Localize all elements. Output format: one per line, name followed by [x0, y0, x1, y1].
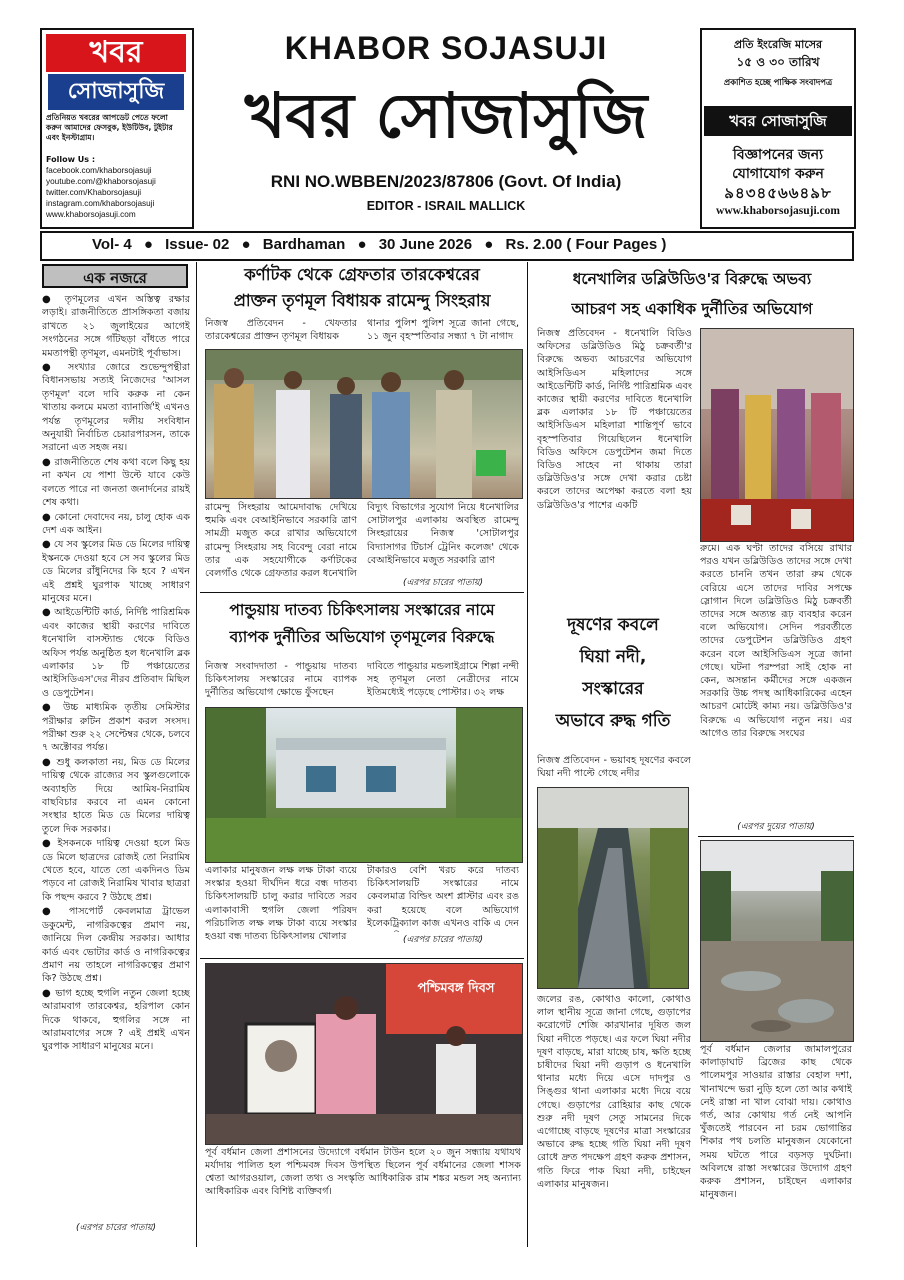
story3-photo [205, 707, 523, 863]
right-line3: প্রকাশিত হচ্ছে পাক্ষিক সংবাদপত্র [723, 77, 833, 87]
website-link[interactable]: www.khaborsojasuji.com [46, 210, 136, 219]
story-divider [200, 592, 524, 593]
follow-label: Follow Us : [46, 155, 96, 164]
list-item: ● কোনো দেবাদেব নয়, চালু হোক এক দেশ এক আইন। [42, 511, 190, 538]
story4-lead: নিজস্ব প্রতিবেদন - ভয়াবহ দূষণের কবলে ঘিয়া নদী পাল্টে গেছে নদীর [537, 755, 691, 780]
story4-headline-line3: সংস্কারের [582, 679, 644, 699]
logo [46, 34, 186, 110]
story6-photo [205, 963, 523, 1145]
road-photo-illustration [701, 841, 853, 1041]
story1-body-right: বিদ্যুৎ বিভাগের সুযোগ নিয়ে ধনেখালির সোটালপুর এলাকায় অবস্থিত রামেন্দু সিংহরায়ের নিজস্ব 'সোটালপুর বিদ্যাসাগর টিচার্স ট্রেনিং কলেজ' থেকে বেআইনিভাবে মজুত সরকারি ত্রাণ [367, 502, 519, 566]
story2-headline [531, 264, 853, 324]
story1-headline-line2: প্রাক্তন তৃণমূল বিধায়ক রামেন্দু সিংহরায় [233, 291, 491, 310]
story4-body: জলের রঙ, কোথাও কালো, কোথাও লাল স্থানীয় সূত্রে জানা গেছে, গুড়াপের করোগেট শেজি কারখানার দূষিত জল ঘিয়া নদীতে পড়ছে। এর ফলে ঘিয়া নদীর দূষণ বাড়ছে, মারা যাচ্ছে চাষ, ক্ষতি হচ্ছে চাষীদের ঘিয়া নদী গুড়াপ ও ধনেখালি থানার মধ্যে দিয়ে এসে দাদপুর ও সিঙ্গুর থানা এলাকার মধ্যে দিয়ে বয়ে গেছে। গুড়াপের রোহিয়ার কাছ থেকে শুরু নদী দূষণ সেতু সামনের দিকে এগোচ্ছে বাড়ছে দূষণের মাত্রা সংস্কারের অভাবে রুদ্ধ হচ্ছে গতি ঘিয়া নদী দূষণ রোধে দ্রুত পদক্ষেপ গ্রহণ করুক প্রশাসন, গতি ফিরে পাক ঘিয়া নদী, চাইছেন এলাকার মানুষজন। [537, 994, 691, 1190]
story3-headline-line2: ব্যাপক দুর্নীতির অভিযোগ তৃণমূলের বিরুদ্ধে [229, 628, 495, 646]
story5-body: পূর্ব বর্ধমান জেলার জামালপুরের কালাড়াঘাট ব্রিজের কাছ থেকে পালেমপুর সাওয়ার রাস্তার বেহাল দশা, খানাখন্দে ভরা নুড়ি হলে তো আর কথাই নেই রাস্তা না খাল বোঝা দায়। কোথাও গর্ত, আর কোথায় গর্ত নেই আপনি খুঁজতেই পারবেন না চরম ভোগান্তির শিকার পথ চলতি মানুষজন যেকোনো সময় ঘটতে পারে বড়সড় দুর্ঘটনা। অবিলম্বে রাস্তা সংস্কারের উদ্যোগ গ্রহণ করুক প্রশাসন, চাইছেন এলাকার মানুষজন। [700, 1044, 852, 1201]
list-item: ● ইসকনকে দায়িত্ব দেওয়া হলে মিড ডে মিলে ছাত্রদের রোজই তো নিরামিষ খেতে হবে, যাতে তো একদিনও ডিম পড়বে না রোজই নিরামিষ খাবার ছাত্ররা কি পছন্দ করবে ? উঠছে প্রশ্ন। [42, 837, 190, 904]
title-bn: খবর সোজাসুজি [244, 79, 648, 152]
editor-line: EDITOR - ISRAIL MALLICK [366, 199, 526, 213]
follow-links [46, 165, 191, 220]
story3-headline [200, 597, 524, 651]
story3-body-left: এলাকার মানুষজন লক্ষ লক্ষ টাকা ব্যয়ে সংস্কার হওয়া দীর্ঘদিন ধরে বন্ধ দাতব্য চিকিৎসালয়টি চালু করার দাবিতে সরব এলাকাবাসী হুগলি জেলা পরিষদ পরিচালিত লক্ষ লক্ষ টাকা ব্যয়ে সংস্কার হওয়া বন্ধ দাতব্য চিকিৎসালয় খোলার [205, 865, 357, 943]
follow-intro: প্রতিনিয়ত খবরের আপডেট পেতে ফলো করুন আমাদের ফেসবুক, ইউটিউব, টুইটার এবং ইনস্টাগ্রাম। [46, 113, 173, 142]
story1-body-left: রামেন্দু সিংহরায় আমেদাবাদ্ধ দেখিয়ে হুমকি এবং বেআইনিভাবে সরকারি ত্রাণ সামগ্রী মজুত করে রাখার অভিযোগে রামেন্দু সিংহরায় সহ বিবেন্দু বেরা নামে তার এক সহযোগীকে কর্ণাটকের বেলগাঁও থেকে গ্রেফতার করল ধনেখালি [205, 502, 357, 580]
protest-photo-illustration [701, 329, 853, 541]
list-item: ● সংখ্যার জোরে শুভেন্দুপন্থীরা বিধানসভায় সত্যই নিজেদের 'আসল তৃণমূল' বলে দাবি করুক না কেন খাতায় কলমে মমতা ব্যানার্জি'ই এখনও পর্যন্ত তৃণমূলের দলীয় সংবিধান অনুযায়ী নির্বাচিত চেয়ারপারসন, তাকে সরানো এত সহজ নয়। [42, 361, 190, 455]
list-item: ● শুধু কলকাতা নয়, মিড ডে মিলের দায়িত্ব থেকে রাজ্যের সব স্কুলগুলোকে অব্যাহতি দিয়ে আমিষ-নিরামিষ বাছবিচার করবে না এমন কোনো সংস্থার হাতে মিড ডে মিলের দায়িত্ব তুলে দিক সরকার। [42, 756, 190, 836]
story3-body-right: টাকারও বেশি খরচ করে দাতব্য চিকিৎসালয়টি সংস্কারের নামে কেবলমাত্র বিল্ডিং অংশ প্লাস্টার এবং রঙ করা হয়েছে বলে অভিযোগ ইলেকট্রিক্যাল কাজ এখনও বাকি এ দেন [367, 865, 519, 929]
vol-label: Vol- 4 [92, 236, 132, 253]
event-banner: পশ্চিমবঙ্গ দিবস [417, 981, 495, 996]
story4-headline [533, 609, 693, 737]
rni-number: RNI NO.WBBEN/2023/87806 (Govt. Of India) [270, 172, 622, 191]
story-divider [698, 836, 854, 837]
arrest-photo-illustration [206, 350, 522, 498]
list-item: ● তৃণমূলের এখন অস্তিত্ব রক্ষার লড়াই। রাজনীতিতে প্রাসঙ্গিকতা বজায় রাখতে ২১ জুলাইয়ের আগেই সংগঠনের সঙ্গে গাঁটছড়া বাঁধতে পারে মমতাপন্থী তৃণমূল, এমনটাই পূর্বাভাস। [42, 293, 190, 360]
story2-headline-line2: আচরণ সহ একাধিক দুর্নীতির অভিযোগ [571, 300, 813, 318]
sidebar-continued: (এরপর চারের পাতায়) [76, 1223, 156, 1233]
date-label: 30 June 2026 [378, 236, 473, 253]
ad-line2: যোগাযোগ করুন [732, 166, 824, 182]
story4-headline-line2: ঘিয়া নদী, [579, 647, 647, 667]
story4-headline-line4: অভাবে রুদ্ধ গতি [555, 711, 671, 731]
list-item: ● উচ্চ মাধ্যমিক তৃতীয় সেমিস্টার পরীক্ষার রুটিন প্রকাশ করল সংসদ। পরীক্ষা শুরু ২২ সেপ্টেম্বর থেকে, চলবে ৭ অক্টোবর পর্যন্ত। [42, 701, 190, 755]
story1-photo [205, 349, 523, 499]
story3-continued: (এরপর চারের পাতায়) [403, 935, 483, 945]
column-divider [527, 262, 528, 1247]
story3-lead-right: দাবিতে পান্ডুয়ার মন্ডলাইগ্রামে শিল্পা নন্দী সহ তৃণমূল নেতা নেত্রীদের নামে ইতিমধ্যেই পড়েছে পোস্টার। ৩২ লক্ষ [367, 661, 519, 699]
story-divider [200, 958, 524, 959]
story2-headline-line1: ধনেখালির ডব্লিউডিও'র বিরুদ্ধে অভব্য [572, 270, 812, 288]
story3-headline-line1: পান্ডুয়ায় দাতব্য চিকিৎসালয় সংস্কারের নামে [229, 601, 495, 619]
story2-continued: (এরপর দুয়ের পাতায়) [737, 822, 815, 832]
sidebar-list [42, 293, 190, 1223]
right-banner: খবর সোজাসুজি [704, 106, 852, 136]
story1-headline-line1: কর্ণাটক থেকে গ্রেফতার তারকেশ্বরের [244, 265, 480, 284]
instagram-link[interactable]: instagram.com/khaborsojasuji [46, 199, 155, 208]
list-item: ● পাসপোর্ট কেবলমাত্র ট্রাভেল ডকুমেন্ট, নাগরিকত্বের প্রমাণ নয়, জানিয়ে দিল কেন্দ্রীয় সরকার। আধার কার্ড এবং ভোটার কার্ড ও নাগরিকত্বের প্রমাণ নয় তাহলে নাগরিকত্বের প্রমাণ কি? উঠছে প্রশ্ন। [42, 905, 190, 985]
right-line2: ১৫ ও ৩০ তারিখ [736, 55, 820, 69]
ad-website[interactable]: www.khaborsojasuji.com [716, 205, 840, 217]
story1-lead-left: নিজস্ব প্রতিবেদন - খেফতার তারকেশ্বরের প্রাক্তন তৃণমূল বিধায়ক [205, 318, 357, 343]
story3-lead-left: নিজস্ব সংবাদদাতা - পান্ডুয়ায় দাতব্য চিকিৎসালয় সংস্কারের নামে ব্যাপক দুর্নীতির অভিযোগ ক্ষোভে ফুঁসছেন [205, 661, 357, 699]
youtube-link[interactable]: youtube.com/@khaborsojasuji [46, 177, 156, 186]
list-item: ● ভাগ হচ্ছে হুগলি নতুন জেলা হচ্ছে আরামবাগ তারকেশ্বর, হরিপাল কোন দিকে থাকবে, হুগলির সঙ্গে না আরামবাগের সঙ্গে ? এই প্রশ্নই এখন ঘুরপাক সাধারণ মানুষের মনে। [42, 987, 190, 1054]
twitter-link[interactable]: twitter.com/Khaborsojasuji [46, 188, 142, 197]
list-item: ● যে সব স্কুলের মিড ডে মিলের দায়িত্ব ইস্কনকে দেওয়া হবে সে সব স্কুলের মিড ডে মিলের রাঁধুনিদের কি হবে ? এখন এই প্রশ্নই ঘুরপাক খাচ্ছে সাধারণ মানুষের মনে। [42, 538, 190, 605]
story2-body-top: নিজস্ব প্রতিবেদন - ধনেখালি বিডিও অফিসের ডব্লিউডিও মিঠু চক্রবর্তী'র বিরুদ্ধে অভব্য আচরণের অভিযোগ আইসিডিএস মহিলাদের সঙ্গে আইডেন্টিটি কার্ড, নির্দিষ্ট পারিশ্রমিক এবং কাজের স্থায়ী করণের দাবিতে ধনেখালি ব্লক এলাকার ১৮ টি পঞ্চায়েতের আইসিডিএস মহিলারা শান্তিপূর্ণ ভাবে বৃহস্পতিবার গিয়েছিলেন ধনেখালি বিডিও অফিসে ডেপুটেশন জমা দিতে বিডিও সাহেব না থাকায় তারা ডব্লিউডিও'র সঙ্গে দেখা করার চেষ্টা করলে তাদের অপেক্ষা করতে বলা হয় ডব্লিউডিও'র পাশের একটি [537, 328, 692, 511]
story5-photo [700, 840, 854, 1042]
list-item: ● রাজনীতিতে শেষ কথা বলে কিছু হয় না কখন যে পাশা উল্টে যাবে কেউ বলতে পারে না জনতা জনার্দনের রায়ই শেষ কথা। [42, 456, 190, 510]
title-en: KHABOR SOJASUJI [284, 30, 608, 66]
issue-label: Issue- 02 [165, 236, 230, 253]
column-divider [196, 262, 197, 1247]
story6-caption: পূর্ব বর্ধমান জেলা প্রশাসনের উদ্যোগে বর্ধমান টাউন হলে ২০ জুন সন্ধ্যায় যথাযথ মর্যাদায় পালিত হল পশ্চিমবঙ্গ দিবস উপস্থিত ছিলেন পূর্ব বর্ধমানের জেলা শাসক শ্বেতা আগরওয়াল, জেলা তথ্য ও সংস্কৃতি আধিকারিক রাম শঙ্কর মন্ডল সহ অন্যান্য আধিকারিক এবং বিশিষ্ট ব্যক্তিবর্গ। [205, 1147, 521, 1197]
price-label: Rs. 2.00 ( Four Pages ) [505, 236, 667, 253]
right-line1: প্রতি ইংরেজি মাসের [733, 38, 823, 51]
sidebar-heading: এক নজরে [42, 264, 188, 288]
ad-phone: ৯৪৩৪৫৬৬৪৯৮ [724, 184, 832, 202]
story1-lead-right: থানার পুলিশ পুলিশ সূত্রে জানা গেছে, ১১ জুন বৃহস্পতিবার সন্ধ্যা ৭ টা নাগাদ [367, 318, 519, 343]
story4-headline-line1: দূষণের কবলে [567, 615, 659, 635]
story4-photo [537, 787, 689, 989]
story1-continued: (এরপর চারের পাতায়) [403, 578, 483, 588]
story2-photo [700, 328, 854, 542]
river-photo-illustration [538, 788, 688, 988]
dispensary-photo-illustration [206, 708, 522, 862]
facebook-link[interactable]: facebook.com/khaborsojasuji [46, 166, 152, 175]
logo-top: খবর [46, 34, 186, 72]
place-label: Bardhaman [262, 236, 346, 253]
ad-line1: বিজ্ঞাপনের জন্য [732, 147, 824, 163]
issue-bar-content: Vol- 4 ● Issue- 02 ● Bardhaman ● 30 June 2026 ● Rs. 2.00 ( Four Pages ) [92, 236, 667, 253]
list-item: ● আইডেন্টিটি কার্ড, নির্দিষ্ট পারিশ্রমিক এবং কাজের স্থায়ী করণের দাবিতে ধনেখালি বাসস্ট্যান্ড থেকে বিডিও অফিস পর্যন্ত অনুষ্ঠিত হল ধনেখালি ব্লক এলাকার ১৮ টি পঞ্চায়েতের আইসিডিএস'দের নীরব প্রতিবাদ মিছিল ও ডেপুটেশন। [42, 606, 190, 700]
story1-headline [200, 262, 524, 314]
story2-body-right: রুমে। এক ঘণ্টা তাদের বসিয়ে রাখার পরও যখন ডব্লিউডিও তাদের সঙ্গে দেখা করতে চাননি তখন তারা রুম থেকে বেরিয়ে এসে তাদের দাবির সপক্ষে স্লোগান দিলে ডব্লিউডিও মিঠু চক্রবর্তী তাদের সঙ্গে অত্যন্ত রূঢ় ব্যবহার করেন বলে অভিযোগ। সেদিন পরবর্তীতে তাদের ডেপুটেশন ডব্লিউডিও গ্রহণ করেন বলে আইসিডিএস সূত্রে জানা গেছে। ঘটনা পরম্পরা সাই হোক না কেন, অসন্তান কর্মীদের সঙ্গে একজন সরকারি উচ্চ পদস্থ আধিকারিকের এহেন আচরণ মোটেই কাম্য নয়। ডব্লিউডিও'র বিরুদ্ধে এ অভিযোগ নতুন নয়। এর আগেও তার বিরুদ্ধে সংঘের [700, 543, 852, 739]
logo-bottom: সোজাসুজি [46, 72, 186, 112]
